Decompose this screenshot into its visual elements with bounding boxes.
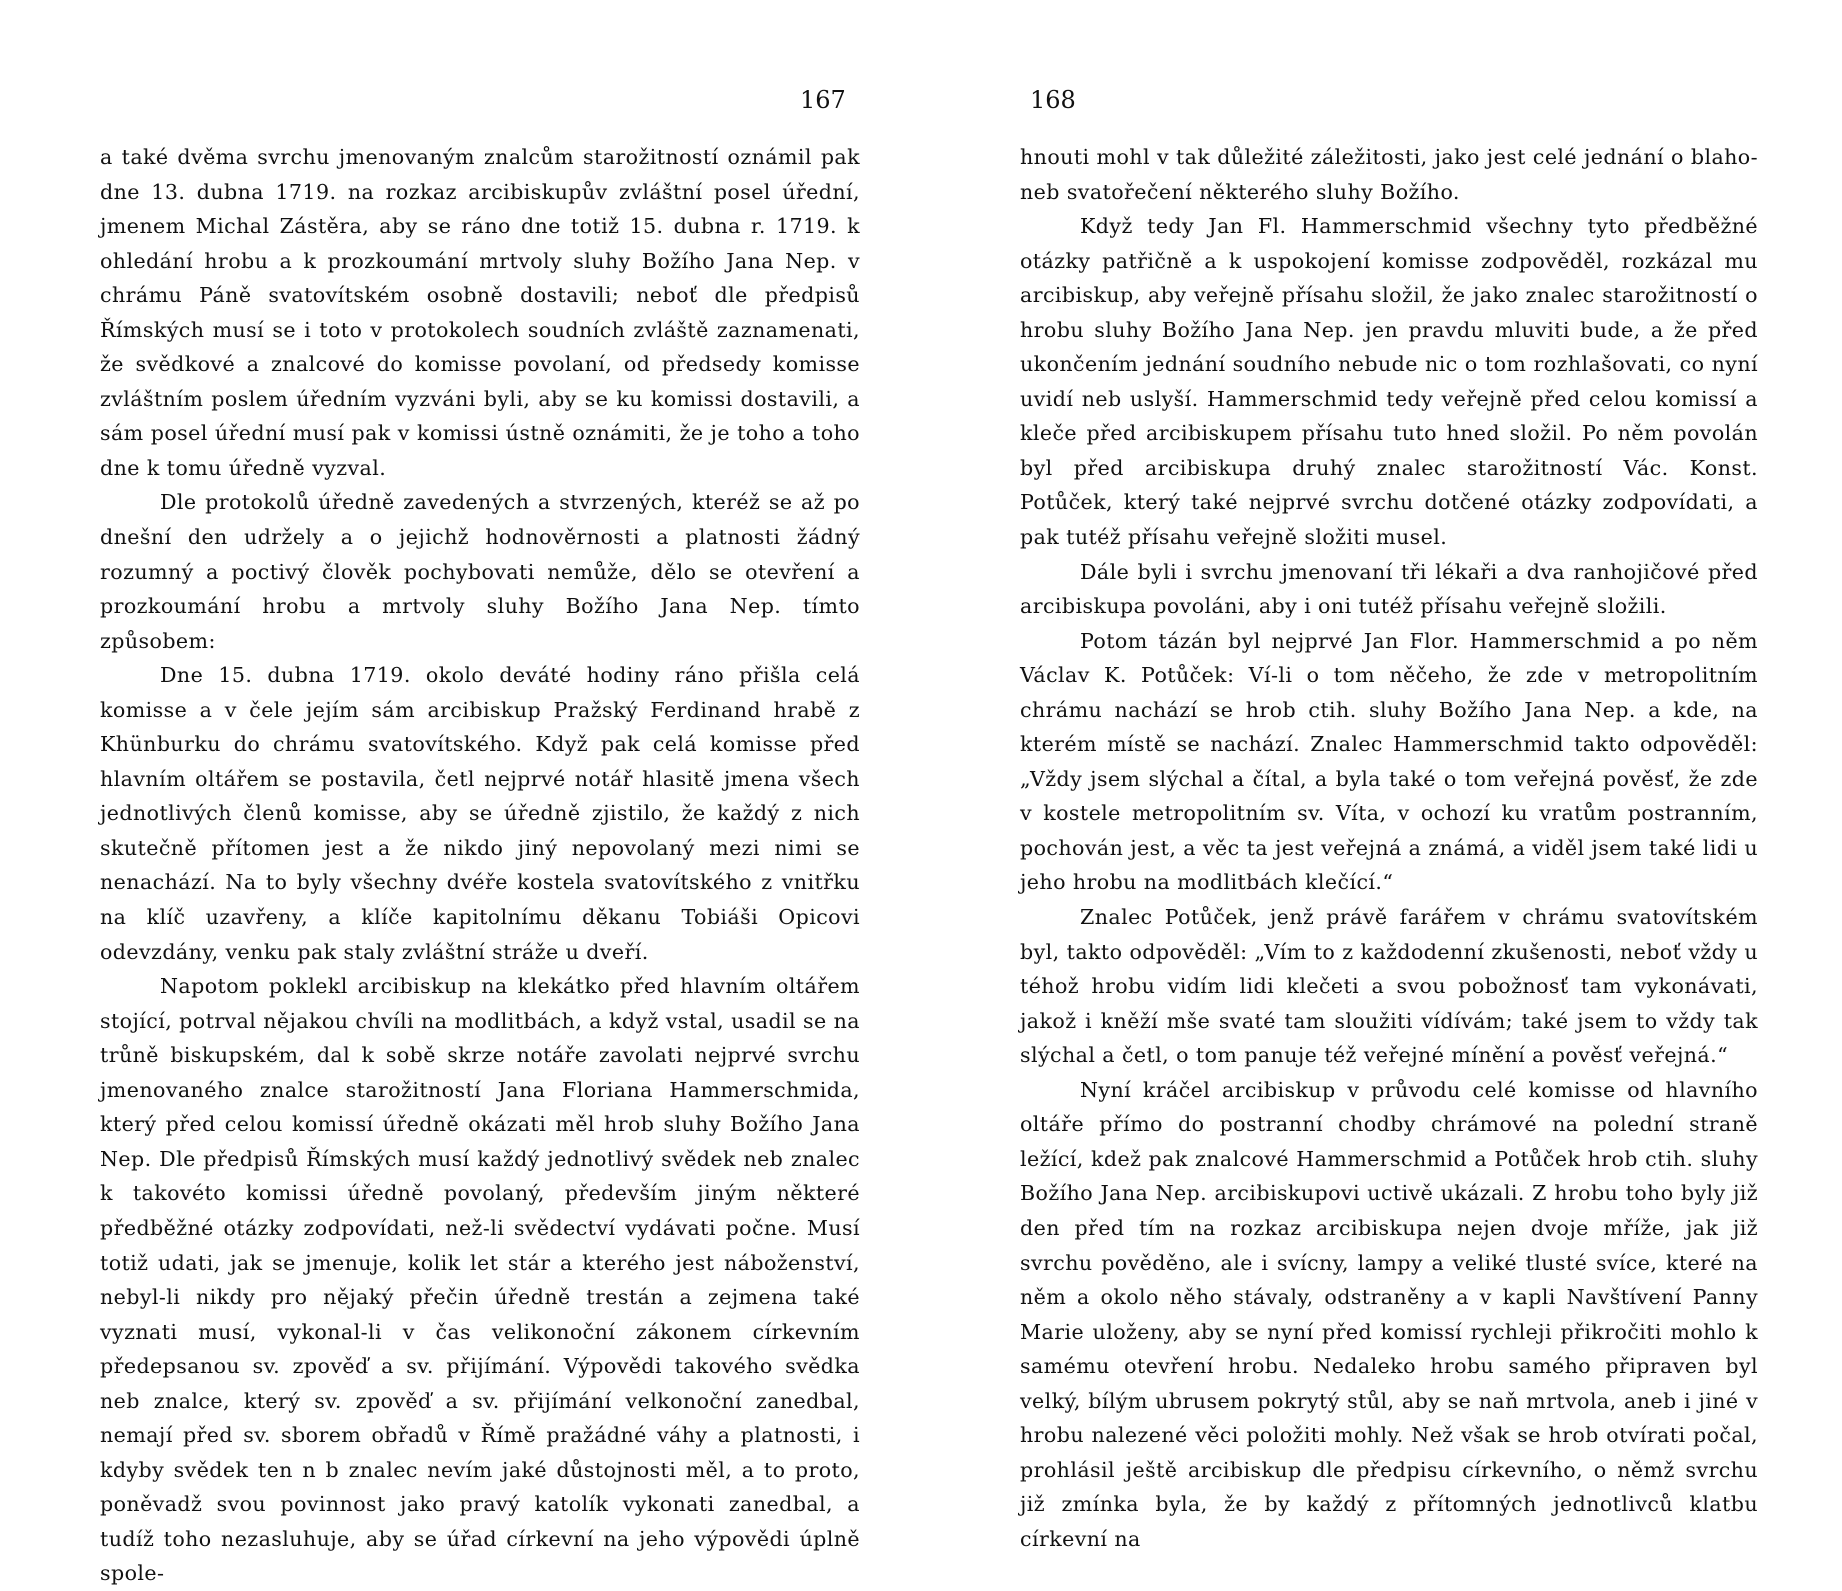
paragraph: Dne 15. dubna 1719. okolo deváté hodiny ráno přišla celá komisse a v čele jejím sám arcibiskup Pražský Ferdinand hrabě z Khünburku do chrámu svatovítského. Když pak celá komisse před hlavním oltářem se postavila, četl nejprvé notář hlasitě jmena všech jednotlivých členů komisse, aby se úředně zjistilo, že každý z nich skutečně přítomen jest a že nikdo jiný nepovolaný mezi nimi se nenachází. Na to byly všechny dvéře kostela svatovítského z vnitřku na klíč uzavřeny, a klíče kapitolnímu děkanu Tobiáši Opicovi odevzdány, venku pak staly zvláštní stráže u dveří. <box>100 663 860 964</box>
page-number: 167 <box>800 86 846 114</box>
paragraph: a také dvěma svrchu jmenovaným znalcům starožitností oznámil pak dne 13. dubna 1719. na rozkaz arcibiskupův zvláštní posel úřední, jmenem Michal Zástěra, aby se ráno dne totiž 15. dubna r. 1719. k ohledání hrobu a k prozkoumání mrtvoly sluhy Božího Jana Nep. v chrámu Páně svatovítském osobně dostavili; neboť dle předpisů Římských musí se i toto v protokolech soudních zvláště zaznamenati, že svědkové a znalcové do komisse povolaní, od předsedy komisse zvláštním poslem úředním vyzváni byli, aby se ku komissi dostavili, a sám posel úřední musí pak v komissi ústně oznámiti, že je toho a toho dne k tomu úředně vyzval. <box>100 145 860 480</box>
paragraph: Potom tázán byl nejprvé Jan Flor. Hammerschmid a po něm Václav K. Potůček: Ví-li o tom něčeho, že zde v metropolitním chrámu nachází se hrob ctih. sluhy Božího Jana Nep. a kde, na kterém místě se nachází. Znalec Hammerschmid takto odpověděl: „Vždy jsem slýchal a čítal, a byla také o tom veřejná pověsť, že zde v kostele metropolitním sv. Víta, v ochozí ku vratům postranním, pochován jest, a věc ta jest veřejná a známá, a viděl jsem také lidi u jeho hrobu na modlitbách klečící.“ <box>1020 628 1758 895</box>
right-page <box>1020 0 1758 1551</box>
page-text <box>100 140 860 1591</box>
paragraph: Dále byli i svrchu jmenovaní tři lékaři a dva ranhojičové před arcibiskupa povoláni, aby i oni tutéž přísahu veřejně složili. <box>1020 559 1758 619</box>
page-number: 168 <box>1030 86 1076 114</box>
left-page <box>100 0 860 1586</box>
paragraph: Nyní kráčel arcibiskup v průvodu celé komisse od hlavního oltáře přímo do postranní chodby chrámové na polední straně ležící, kdež pak znalcové Hammerschmid a Potůček hrob ctih. sluhy Božího Jana Nep. arcibiskupovi uctivě ukázali. Z hrobu toho byly již den před tím na rozkaz arcibiskupa nejen dvoje mříže, jak již svrchu pověděno, ale i svícny, lampy a veliké tlusté svíce, které na něm a okolo něho stávaly, odstraněny a v kapli Navštívení Panny Marie uloženy, aby se nyní před komissí rychleji přikročiti mohlo k samému otevření hrobu. Nedaleko hrobu samého připraven byl velký, bílým ubrusem pokrytý stůl, aby se naň mrtvola, aneb i jiné v hrobu nalezené věci položiti mohly. Než však se hrob otvírati počal, prohlásil ještě arcibiskup dle předpisu církevního, o němž svrchu již zmínka byla, že by každý z přítomných jednotlivců klatbu církevní na <box>1020 1077 1758 1551</box>
paragraph: hnouti mohl v tak důležité záležitosti, jako jest celé jednání o blaho- neb svatořečení některého sluhy Božího. <box>1020 145 1758 204</box>
paragraph: Když tedy Jan Fl. Hammerschmid všechny tyto předběžné otázky patřičně a k uspokojení komisse zodpověděl, rozkázal mu arcibiskup, aby veřejně přísahu složil, že jako znalec starožitností o hrobu sluhy Božího Jana Nep. jen pravdu mluviti bude, a že před ukončením jednání soudního nebude nic o tom rozhlašovati, co nyní uvidí neb uslyší. Hammerschmid tedy veřejně před celou komissí a kleče před arcibiskupem přísahu tuto hned složil. Po něm povolán byl před arcibiskupa druhý znalec starožitností Vác. Konst. Potůček, který také nejprvé svrchu dotčené otázky zodpovídati, a pak tutéž přísahu veřejně složiti musel. <box>1020 214 1758 550</box>
paragraph: Znalec Potůček, jenž právě farářem v chrámu svatovítském byl, takto odpověděl: „Vím to z každodenní zkušenosti, neboť vždy u téhož hrobu vidím lidi klečeti a svou pobožnosť tam vykonávati, jakož i kněží mše svaté tam sloužiti vídívám; také jsem to vždy tak slýchal a četl, o tom panuje též veřejné mínění a pověsť veřejná.“ <box>1020 905 1758 1068</box>
page-text <box>1020 140 1758 1556</box>
paragraph: Dle protokolů úředně zavedených a stvrzených, kteréž se až po dnešní den udržely a o jejichž hodnověrnosti a platnosti žádný rozumný a poctivý člověk pochybovati nemůže, dělo se otevření a prozkoumání hrobu a mrtvoly sluhy Božího Jana Nep. tímto způsobem: <box>100 490 860 653</box>
paragraph: Napotom poklekl arcibiskup na klekátko před hlavním oltářem stojící, potrval nějakou chvíli na modlitbách, a když vstal, usadil se na trůně biskupském, dal k sobě skrze notáře zavolati nejprvé svrchu jmenovaného znalce starožitností Jana Floriana Hammerschmida, který před celou komissí úředně okázati měl hrob sluhy Božího Jana Nep. Dle předpisů Římských musí každý jednotlivý svědek neb znalec k takovéto komissi úředně povolaný, především jiným některé předběžné otázky zodpovídati, než-li svědectví vydávati počne. Musí totiž udati, jak se jmenuje, kolik let stár a kterého jest náboženství, nebyl-li nikdy pro nějaký přečin úředně trestán a zejmena také vyznati musí, vykonal-li v čas velikonoční zákonem církevním předepsanou sv. zpověď a sv. přijímání. Výpovědi takového svědka neb znalce, který sv. zpověď a sv. přijímání velkonoční zanedbal, nemají před sv. sborem obřadů v Římě pražádné váhy a platnosti, i kdyby svědek ten n b znalec nevím jaké důstojnosti měl, a to proto, poněvadž svou povinnost jako pravý katolík vykonati zanedbal, a tudíž toho nezasluhuje, aby se úřad církevní na jeho výpovědi úplně spole- <box>100 974 860 1586</box>
